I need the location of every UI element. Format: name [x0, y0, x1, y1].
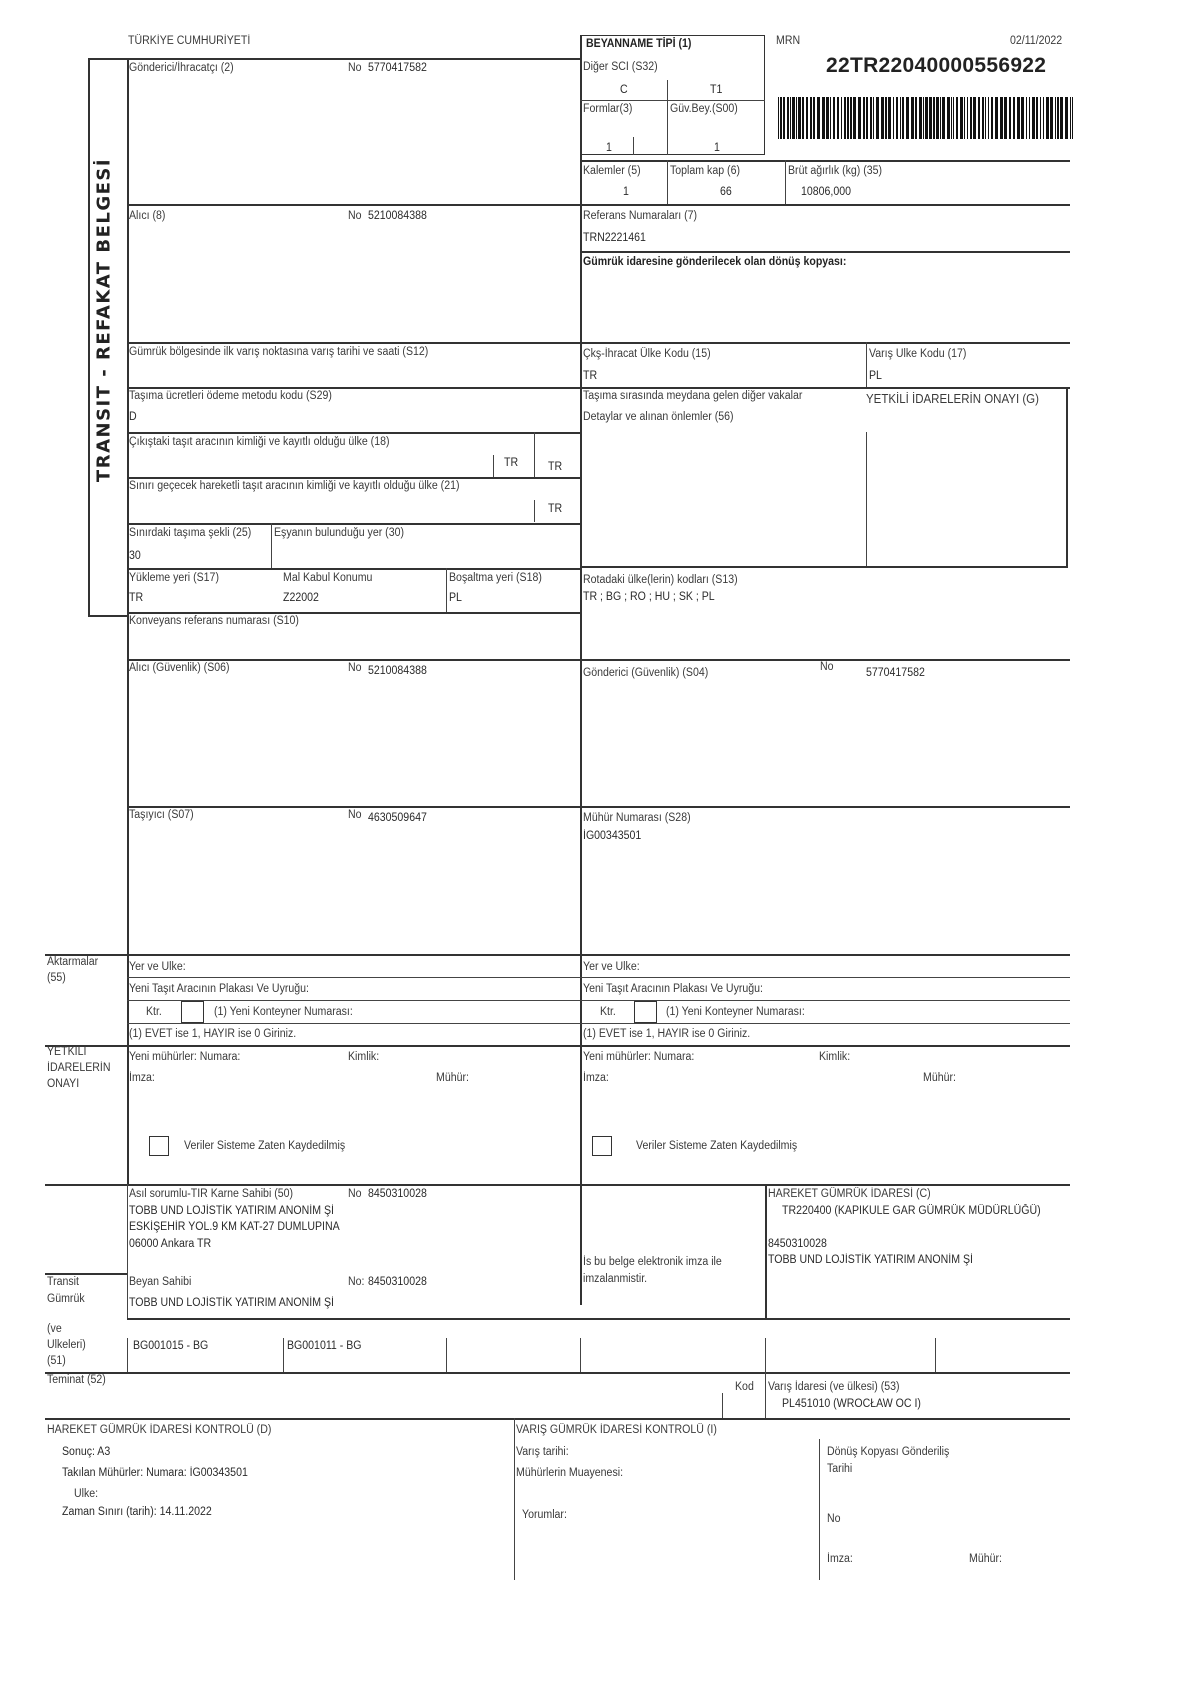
barcode-bar [900, 97, 901, 139]
approval-g-label: YETKİLİ İDARELERİN ONAYI (G) [866, 392, 1039, 406]
security-value: 1 [714, 142, 720, 154]
mrn-label: MRN [776, 35, 801, 47]
barcode-bar [1057, 97, 1059, 139]
divider [127, 432, 580, 434]
divider [580, 566, 1068, 568]
consignor-no-label: No [348, 62, 362, 74]
barcode-bar [830, 97, 831, 139]
identity-right: Kimlik: [819, 1051, 851, 1063]
divider [580, 160, 1070, 162]
barcode-bar [1043, 97, 1044, 139]
loading-place-value: TR [129, 592, 144, 604]
divider [45, 1372, 1070, 1374]
divider [580, 1338, 581, 1372]
consignee-security-no: 5210084388 [368, 665, 427, 677]
barcode-bar [833, 97, 835, 139]
consignor-security-no: 5770417582 [866, 667, 925, 679]
guarantee-label: Teminat (52) [47, 1374, 106, 1386]
principal-no-label: No [348, 1188, 362, 1200]
note-left: (1) EVET ise 1, HAYIR ise 0 Giriniz. [129, 1028, 297, 1040]
transshipment-side-label2: (55) [47, 972, 66, 984]
barcode-bar [951, 97, 952, 139]
barcode-bar [953, 97, 954, 139]
departure-office-label: HAREKET GÜMRÜK İDARESİ (C) [768, 1188, 931, 1200]
barcode-bar [978, 97, 980, 139]
seal-number-value: İG00343501 [583, 830, 642, 842]
ktr-right: Ktr. [600, 1006, 616, 1018]
barcode-bar [893, 97, 894, 139]
consignor-security-label: Gönderici (Güvenlik) (S04) [583, 667, 709, 679]
divider [765, 1184, 767, 1320]
departure-control-result: Sonuç: A3 [62, 1446, 111, 1458]
new-vehicle-right: Yeni Taşıt Aracının Plakası Ve Uyruğu: [583, 983, 763, 995]
export-country-label: Çkş-İhracat Ülke Kodu (15) [583, 348, 711, 360]
barcode-bar [841, 97, 842, 139]
barcode-bar [844, 97, 846, 139]
barcode-bar [925, 97, 928, 139]
barcode-bar [826, 97, 829, 139]
signature-right: İmza: [583, 1072, 609, 1084]
items-label: Kalemler (5) [583, 165, 641, 177]
departure-control-time-limit: Zaman Sınırı (tarih): 14.11.2022 [62, 1506, 212, 1518]
signature-left: İmza: [129, 1072, 155, 1084]
ktr-checkbox-right[interactable] [634, 1001, 657, 1023]
barcode-bar [985, 97, 986, 139]
divider [722, 1393, 723, 1418]
packages-value: 66 [720, 186, 732, 198]
vertical-title: TRANSIT - REFAKAT BELGESİ [93, 157, 115, 483]
divider [446, 568, 447, 612]
destination-control-stamp: Mühür: [969, 1553, 1002, 1565]
barcode-bar [970, 97, 972, 139]
transit-office-2: BG001011 - BG [287, 1340, 362, 1352]
barcode-bar [973, 97, 976, 139]
border-vehicle-label: Sınırı geçecek hareketli taşıt aracının kimliği ve kayıtlı olduğu ülke (21) [129, 480, 460, 492]
stamp-right: Mühür: [923, 1072, 956, 1084]
transit-side-label5: (51) [47, 1355, 66, 1367]
barcode-bar [810, 97, 812, 139]
new-container-right: (1) Yeni Konteyner Numarası: [666, 1006, 805, 1018]
barcode-bar [956, 97, 958, 139]
barcode-bar [866, 97, 868, 139]
destination-country-label: Varış Ülke Kodu (17) [869, 348, 967, 360]
divider [271, 523, 272, 568]
barcode-bar [798, 97, 801, 139]
divider [127, 568, 580, 570]
barcode-bar [1065, 97, 1068, 139]
incidents-label2: Detaylar ve alınan önlemler (56) [583, 411, 734, 423]
declarant-no: 8450310028 [368, 1276, 427, 1288]
barcode-bar [792, 97, 795, 139]
acceptance-location-value: Z22002 [283, 592, 319, 604]
consignor-security-no-label: No [820, 661, 834, 673]
gross-mass-label: Brüt ağırlık (kg) (35) [788, 165, 883, 177]
barcode-bar [813, 97, 815, 139]
destination-control-arrival-date: Varış tarihi: [516, 1446, 569, 1458]
payment-method-value: D [129, 411, 137, 423]
ktr-left: Ktr. [146, 1006, 162, 1018]
principal-name: TOBB UND LOJİSTİK YATIRIM ANONİM Şİ [129, 1205, 334, 1217]
divider [765, 1372, 766, 1418]
new-seals-right: Yeni mühürler: Numara: [583, 1051, 695, 1063]
kod-label: Kod [735, 1381, 754, 1393]
barcode-bar [802, 97, 804, 139]
divider [127, 806, 1070, 808]
destination-control-comments: Yorumlar: [522, 1509, 567, 1521]
divider [45, 1273, 127, 1275]
center-column-line [580, 35, 582, 1305]
mrn-number: 22TR22040000556922 [826, 54, 1047, 77]
already-saved-left: Veriler Sisteme Zaten Kaydedilmiş [184, 1140, 346, 1152]
barcode-bar [988, 97, 989, 139]
transit-side-label3: (ve [47, 1323, 62, 1335]
departure-control-country: Ülke: [74, 1488, 99, 1500]
divider [127, 204, 1070, 206]
authority-side-label3: ONAYI [47, 1078, 80, 1090]
barcode-bar [940, 97, 941, 139]
divider [127, 523, 580, 525]
destination-office-value: PL451010 (WROCŁAW OC I) [782, 1398, 921, 1410]
barcode [778, 97, 1078, 139]
departure-vehicle-label: Çıkıştaki taşıt aracının kimliği ve kayıtlı olduğu ülke (18) [129, 436, 390, 448]
divider [446, 1338, 447, 1372]
already-saved-right: Veriler Sisteme Zaten Kaydedilmiş [636, 1140, 798, 1152]
carrier-no-label: No [348, 809, 362, 821]
declarant-no-label: No: [348, 1276, 365, 1288]
barcode-bar [847, 97, 849, 139]
barcode-bar [902, 97, 904, 139]
divider [866, 342, 867, 387]
barcode-bar [780, 97, 782, 139]
barcode-bar [933, 97, 935, 139]
new-container-left: (1) Yeni Konteyner Numarası: [214, 1006, 353, 1018]
barcode-bar [1021, 97, 1024, 139]
route-value: TR ; BG ; RO ; HU ; SK ; PL [583, 591, 715, 603]
divider [935, 1338, 936, 1372]
divider [127, 342, 1070, 344]
barcode-bar [863, 97, 865, 139]
place-country-left: Yer ve Ülke: [129, 961, 186, 973]
barcode-bar [783, 97, 785, 139]
principal-no: 8450310028 [368, 1188, 427, 1200]
arrival-date-label: Gümrük bölgesinde ilk varış noktasına varış tarihi ve saati (S12) [129, 346, 429, 358]
barcode-bar [881, 97, 884, 139]
divider [765, 1184, 1070, 1186]
barcode-bar [822, 97, 825, 139]
departure-control-title: HAREKET GÜMRÜK İDARESİ KONTROLÜ (D) [47, 1424, 272, 1436]
conveyance-ref-label: Konveyans referans numarası (S10) [129, 615, 299, 627]
barcode-bar [1036, 97, 1038, 139]
new-seals-left: Yeni mühürler: Numara: [129, 1051, 241, 1063]
barcode-bar [967, 97, 968, 139]
divider [514, 1418, 515, 1580]
place-country-right: Yer ve Ülke: [583, 961, 640, 973]
country-title: TÜRKİYE CUMHURİYETİ [128, 35, 251, 47]
consignee-security-no-label: No [348, 662, 362, 674]
departure-control-seals: Takılan Mühürler: Numara: İG00343501 [62, 1467, 248, 1479]
consignee-label: Alıcı (8) [129, 210, 166, 222]
return-copy-line2: Tarihi [827, 1463, 853, 1475]
divider [45, 1045, 1070, 1047]
departure-office-no: 8450310028 [768, 1238, 827, 1250]
security-label: Güv.Bey.(S00) [670, 103, 738, 115]
barcode-bar [929, 97, 932, 139]
destination-control-seal-exam: Mühürlerin Muayenesi: [516, 1467, 624, 1479]
return-copy-label: Gümrük idaresine gönderilecek olan dönüş kopyası: [583, 256, 847, 268]
divider [127, 387, 1070, 389]
already-saved-checkbox-left[interactable] [149, 1136, 169, 1156]
divider [633, 137, 634, 155]
divider [127, 58, 580, 60]
frame-left [88, 58, 90, 616]
transit-side-label4: Ülkeleri) [47, 1339, 86, 1351]
declaration-type-box [580, 35, 765, 155]
barcode-bar [915, 97, 917, 139]
acceptance-location-label: Mal Kabul Konumu [283, 572, 373, 584]
other-sci-t1: T1 [710, 84, 723, 96]
barcode-bar [1032, 97, 1035, 139]
barcode-bar [837, 97, 839, 139]
e-signature-line2: imzalanmistir. [583, 1273, 648, 1285]
consignor-no: 5770417582 [368, 62, 427, 74]
border-mode-label: Sınırdaki taşıma şekli (25) [129, 527, 252, 539]
divider [45, 1418, 1070, 1420]
divider [127, 1023, 1070, 1024]
e-signature-line1: İs bu belge elektronik imza ile [583, 1256, 722, 1268]
barcode-bar [911, 97, 914, 139]
barcode-bar [1060, 97, 1063, 139]
incidents-label1: Taşıma sırasında meydana gelen diğer vakalar [583, 390, 803, 402]
declarant-name: TOBB UND LOJİSTİK YATIRIM ANONİM Şİ [129, 1297, 334, 1309]
export-country-value: TR [583, 370, 598, 382]
divider [127, 1184, 128, 1320]
divider [127, 1318, 1070, 1320]
barcode-bar [1026, 97, 1027, 139]
carrier-label: Taşıyıcı (S07) [129, 809, 194, 821]
identity-left: Kimlik: [348, 1051, 380, 1063]
forms-value: 1 [606, 142, 612, 154]
barcode-bar [1070, 97, 1071, 139]
barcode-bar [995, 97, 998, 139]
barcode-bar [947, 97, 950, 139]
consignee-security-label: Alıcı (Güvenlik) (S06) [129, 662, 230, 674]
ktr-checkbox-left[interactable] [181, 1001, 204, 1023]
consignor-label: Gönderici/İhracatçı (2) [129, 62, 234, 74]
barcode-bar [1029, 97, 1030, 139]
transit-side-label2: Gümrük [47, 1293, 85, 1305]
barcode-bar [876, 97, 879, 139]
divider [667, 80, 668, 155]
barcode-bar [1017, 97, 1020, 139]
barcode-bar [906, 97, 909, 139]
destination-office-label: Varış İdaresi (ve ülkesi) (53) [768, 1381, 900, 1393]
barcode-bar [919, 97, 922, 139]
divider [580, 251, 1070, 253]
stamp-left: Mühür: [436, 1072, 469, 1084]
divider [127, 659, 1070, 661]
return-copy-line1: Dönüş Kopyası Gönderiliş [827, 1446, 950, 1458]
barcode-bar [896, 97, 898, 139]
other-sci-c: C [620, 84, 628, 96]
divider [127, 977, 1070, 978]
forms-label: Formlar(3) [583, 103, 633, 115]
barcode-bar [806, 97, 808, 139]
goods-location-label: Eşyanın bulunduğu yer (30) [274, 527, 404, 539]
barcode-bar [870, 97, 872, 139]
packages-label: Toplam kap (6) [670, 165, 740, 177]
barcode-bar [796, 97, 797, 139]
barcode-bar [942, 97, 945, 139]
barcode-bar [885, 97, 887, 139]
divider [765, 1338, 766, 1372]
already-saved-checkbox-right[interactable] [592, 1136, 612, 1156]
transshipment-side-label1: Aktarmalar [47, 956, 99, 968]
destination-control-title: VARIŞ GÜMRÜK İDARESİ KONTROLÜ (I) [516, 1424, 717, 1436]
barcode-bar [964, 97, 965, 139]
barcode-bar [790, 97, 791, 139]
transit-side-label1: Transit [47, 1276, 79, 1288]
barcode-bar [1050, 97, 1053, 139]
barcode-bar [850, 97, 852, 139]
principal-address: ESKİŞEHİR YOL.9 KM KAT-27 DUMLUPINA [129, 1221, 340, 1233]
border-mode-value: 30 [129, 550, 141, 562]
return-copy-no: No [827, 1513, 841, 1525]
divider [534, 500, 535, 522]
barcode-bar [1072, 97, 1073, 139]
divider [1066, 387, 1068, 567]
barcode-bar [1004, 97, 1007, 139]
divider [534, 432, 535, 477]
principal-label: Asıl sorumlu-TIR Karne Sahibi (50) [129, 1188, 294, 1200]
left-column-line [127, 58, 129, 958]
reference-label: Referans Numaraları (7) [583, 210, 698, 222]
barcode-bar [888, 97, 891, 139]
note-right: (1) EVET ise 1, HAYIR ise 0 Giriniz. [583, 1028, 751, 1040]
divider [283, 1338, 284, 1372]
barcode-bar [923, 97, 924, 139]
principal-city: 06000 Ankara TR [129, 1238, 212, 1250]
barcode-bar [778, 97, 779, 139]
document-date: 02/11/2022 [1010, 35, 1063, 47]
barcode-bar [817, 97, 820, 139]
barcode-bar [1046, 97, 1049, 139]
departure-office-name: TOBB UND LOJİSTİK YATIRIM ANONİM Şİ [768, 1254, 973, 1266]
authority-side-label2: İDARELERİN [47, 1062, 111, 1074]
divider [866, 432, 867, 567]
barcode-bar [1000, 97, 1003, 139]
barcode-bar [787, 97, 789, 139]
barcode-bar [1009, 97, 1011, 139]
frame-bottom [88, 615, 128, 617]
barcode-bar [1055, 97, 1056, 139]
divider [785, 160, 786, 204]
divider [127, 1338, 128, 1372]
barcode-bar [991, 97, 993, 139]
departure-vehicle-value2: TR [548, 461, 563, 473]
consignee-no: 5210084388 [368, 210, 427, 222]
divider [580, 100, 765, 101]
divider [493, 455, 494, 477]
destination-control-signature: İmza: [827, 1553, 853, 1565]
barcode-bar [936, 97, 939, 139]
barcode-bar [1040, 97, 1041, 139]
authority-side-label1: YETKİLİ [47, 1046, 87, 1058]
departure-vehicle-value1: TR [504, 457, 519, 469]
declaration-type-label: BEYANNAME TİPİ (1) [586, 38, 692, 50]
destination-country-value: PL [869, 370, 882, 382]
seal-number-label: Mühür Numarası (S28) [583, 812, 691, 824]
barcode-bar [982, 97, 984, 139]
departure-office-value: TR220400 (KAPIKULE GAR GÜMRÜK MÜDÜRLÜĞÜ) [782, 1205, 1041, 1217]
unloading-place-value: PL [449, 592, 462, 604]
barcode-bar [960, 97, 963, 139]
barcode-bar [1013, 97, 1015, 139]
divider [127, 477, 580, 479]
reference-value: TRN2221461 [583, 232, 646, 244]
border-vehicle-value: TR [548, 503, 563, 515]
barcode-bar [858, 97, 861, 139]
divider [127, 612, 580, 614]
consignee-no-label: No [348, 210, 362, 222]
route-label: Rotadaki ülke(lerin) kodları (S13) [583, 574, 738, 586]
barcode-bar [853, 97, 856, 139]
other-sci-label: Diğer SCI (S32) [583, 61, 658, 73]
new-vehicle-left: Yeni Taşıt Aracının Plakası Ve Uyruğu: [129, 983, 309, 995]
payment-method-label: Taşıma ücretleri ödeme metodu kodu (S29) [129, 390, 332, 402]
divider [667, 160, 668, 204]
transit-office-1: BG001015 - BG [133, 1340, 209, 1352]
divider [127, 1000, 1070, 1001]
barcode-bar [873, 97, 874, 139]
divider [45, 954, 1070, 956]
declarant-label: Beyan Sahibi [129, 1276, 192, 1288]
carrier-no: 4630509647 [368, 812, 427, 824]
items-value: 1 [623, 186, 629, 198]
gross-mass-value: 10806,000 [801, 186, 852, 198]
divider [819, 1439, 820, 1580]
unloading-place-label: Boşaltma yeri (S18) [449, 572, 542, 584]
frame-top [88, 58, 128, 60]
loading-place-label: Yükleme yeri (S17) [129, 572, 219, 584]
